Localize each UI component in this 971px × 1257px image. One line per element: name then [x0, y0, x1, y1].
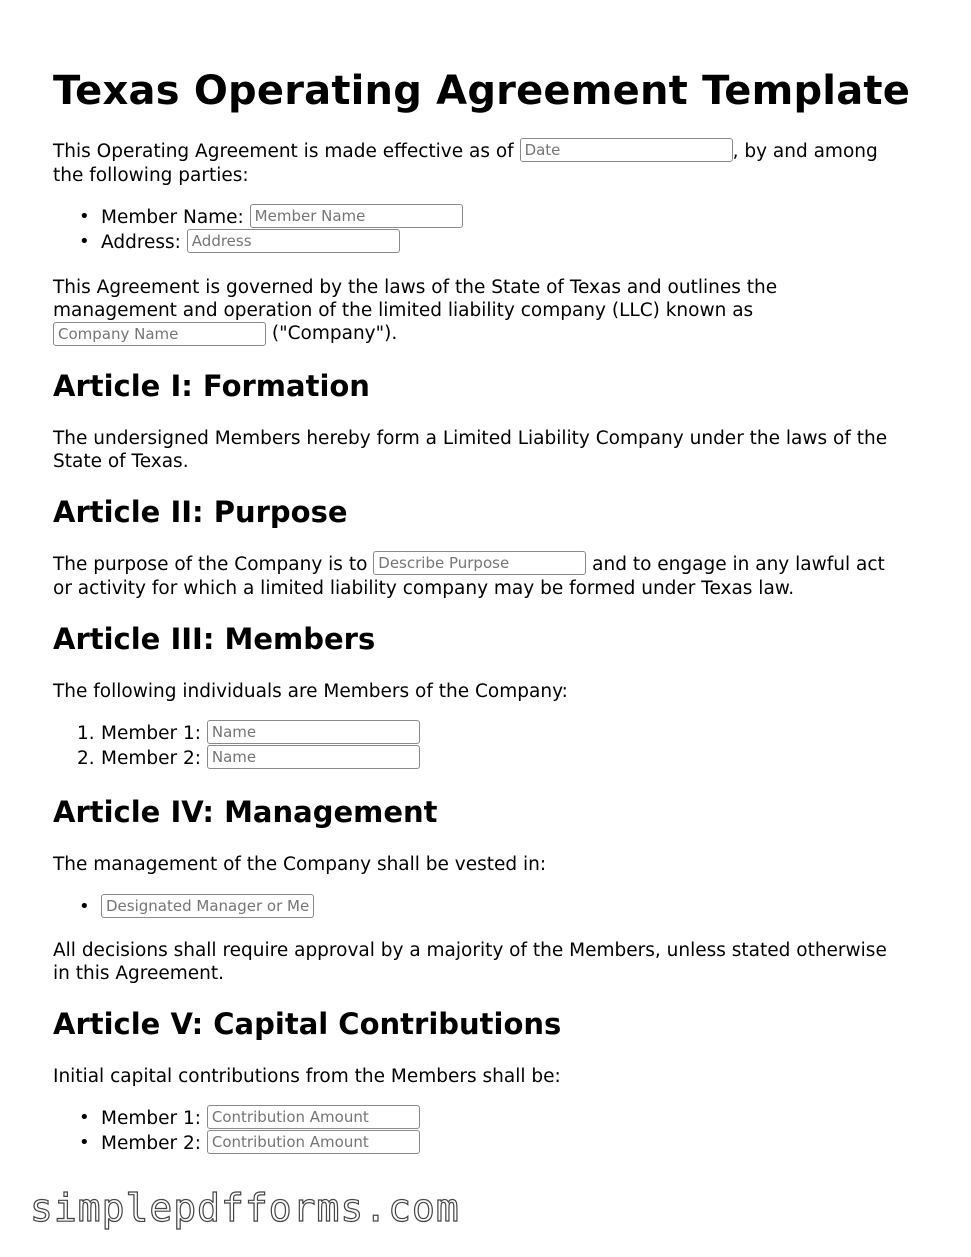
governed-line2: management and operation of the limited liability company (LLC) known as [53, 300, 754, 321]
manager-input[interactable] [101, 894, 314, 918]
article-1-body [53, 427, 923, 473]
article-1-line2: State of Texas. [53, 451, 189, 472]
bullet-icon: • [79, 896, 90, 917]
bullet-icon: • [79, 1132, 90, 1153]
bullet-icon: • [79, 206, 90, 227]
article-3-heading: Article III: Members [53, 622, 376, 656]
member-2-label: Member 2: [101, 748, 207, 769]
article-2-line2: or activity for which a limited liability company may be formed under Texas law. [53, 578, 795, 599]
article-1-heading: Article I: Formation [53, 369, 370, 403]
intro-text-before-date: This Operating Agreement is made effective as of [53, 141, 520, 162]
governed-paragraph [53, 276, 923, 346]
article-2-heading: Article II: Purpose [53, 495, 348, 529]
article-3-intro: The following individuals are Members of the Company: [53, 681, 568, 702]
contribution-2-input[interactable] [207, 1130, 420, 1154]
contribution-2-label: Member 2: [101, 1133, 207, 1154]
list-item-address [101, 231, 400, 255]
article-5-intro: Initial capital contributions from the Members shall be: [53, 1066, 561, 1087]
intro-text-after-date: , by and among [732, 141, 878, 162]
member-1-label: Member 1: [101, 723, 207, 744]
article-2-text-before: The purpose of the Company is to [53, 554, 374, 575]
bullet-icon: • [79, 231, 90, 252]
list-item-manager [101, 896, 314, 920]
effective-date-input[interactable] [520, 138, 733, 162]
member-1-name-input[interactable] [207, 720, 420, 744]
bullet-icon: • [79, 1107, 90, 1128]
contribution-1-label: Member 1: [101, 1108, 207, 1129]
address-label: Address: [101, 232, 187, 253]
article-4-intro: The management of the Company shall be vested in: [53, 854, 547, 875]
member-name-input[interactable] [250, 204, 463, 228]
list-item-member-2 [101, 747, 420, 771]
list-number: 2. [77, 748, 95, 769]
article-4-heading: Article IV: Management [53, 795, 438, 829]
contribution-1-input[interactable] [207, 1105, 420, 1129]
list-item-contribution-1 [101, 1107, 420, 1131]
article-4-line1: All decisions shall require approval by a majority of the Members, unless stated otherwise [53, 940, 887, 961]
article-4-line2: in this Agreement. [53, 963, 225, 984]
article-1-line1: The undersigned Members hereby form a Limited Liability Company under the laws of the [53, 428, 888, 449]
list-item-member-1 [101, 722, 420, 746]
intro-text-line2: the following parties: [53, 165, 249, 186]
intro-paragraph [53, 140, 923, 187]
article-4-body [53, 939, 923, 985]
purpose-input[interactable] [373, 551, 586, 575]
list-number: 1. [77, 723, 95, 744]
watermark: simplepdfforms.com [30, 1186, 460, 1230]
article-2-body [53, 553, 923, 600]
page-title: Texas Operating Agreement Template [53, 68, 911, 114]
list-item-contribution-2 [101, 1132, 420, 1156]
address-input[interactable] [187, 229, 400, 253]
member-2-name-input[interactable] [207, 745, 420, 769]
company-name-input[interactable] [53, 322, 266, 346]
article-2-text-after: and to engage in any lawful act [586, 554, 885, 575]
company-suffix: ("Company"). [266, 323, 398, 344]
article-5-heading: Article V: Capital Contributions [53, 1007, 562, 1041]
member-name-label: Member Name: [101, 207, 250, 228]
list-item-member-name [101, 206, 463, 230]
governed-line1: This Agreement is governed by the laws of the State of Texas and outlines the [53, 277, 778, 298]
